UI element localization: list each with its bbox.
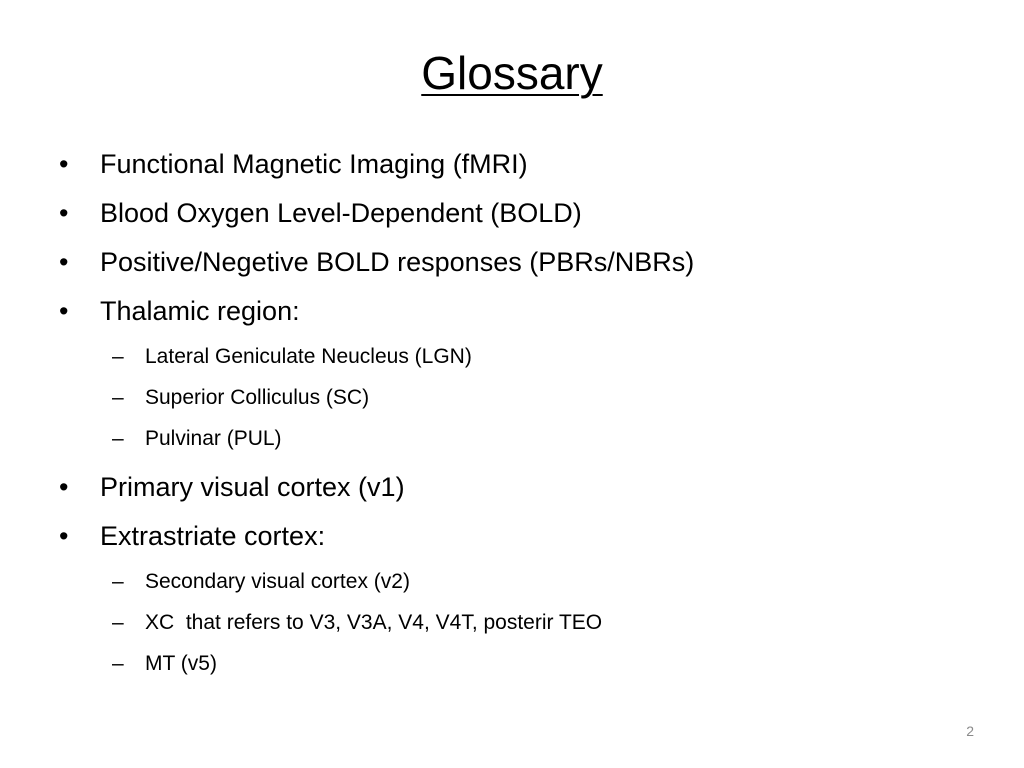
page-number: 2 (966, 723, 974, 739)
bullet-marker: • (59, 247, 69, 277)
sub-item-text: Pulvinar (PUL) (145, 427, 282, 450)
bullet-marker: • (59, 296, 69, 326)
bullet-text: Extrastriate cortex: (100, 521, 326, 551)
bullet-marker: • (59, 472, 69, 502)
sub-item-lgn (58, 336, 958, 377)
bullet-item-fmri (58, 140, 958, 189)
bullet-list (58, 140, 958, 684)
bullet-item-thalamic-region (58, 287, 958, 336)
sub-item-text: MT (v5) (145, 652, 217, 675)
slide-title: Glossary (421, 47, 603, 99)
bullet-marker: • (59, 521, 69, 551)
dash-marker: – (112, 386, 124, 409)
sub-item-text: Lateral Geniculate Neucleus (LGN) (145, 345, 472, 368)
sub-item-text: XC that refers to V3, V3A, V4, V4T, posterir TEO (145, 611, 603, 634)
sub-item-mt (58, 643, 958, 684)
bullet-text: Thalamic region: (100, 296, 300, 326)
sub-item-text: Secondary visual cortex (v2) (145, 570, 410, 593)
sub-item-text: Superior Colliculus (SC) (145, 386, 370, 409)
bullet-item-bold (58, 189, 958, 238)
dash-marker: – (112, 652, 124, 675)
bullet-item-pbrs-nbrs (58, 238, 958, 287)
dash-marker: – (112, 570, 124, 593)
bullet-marker: • (59, 149, 69, 179)
sub-item-v2 (58, 561, 958, 602)
bullet-text: Functional Magnetic Imaging (fMRI) (100, 149, 528, 179)
bullet-text: Primary visual cortex (v1) (100, 472, 405, 502)
dash-marker: – (112, 611, 124, 634)
dash-marker: – (112, 345, 124, 368)
sub-item-xc (58, 602, 958, 643)
bullet-item-extrastriate-cortex (58, 512, 958, 561)
sub-item-pul (58, 418, 958, 459)
dash-marker: – (112, 427, 124, 450)
bullet-text: Blood Oxygen Level-Dependent (BOLD) (100, 198, 582, 228)
sub-item-sc (58, 377, 958, 418)
bullet-item-v1 (58, 463, 958, 512)
bullet-text: Positive/Negetive BOLD responses (PBRs/NBRs) (100, 247, 695, 277)
bullet-marker: • (59, 198, 69, 228)
